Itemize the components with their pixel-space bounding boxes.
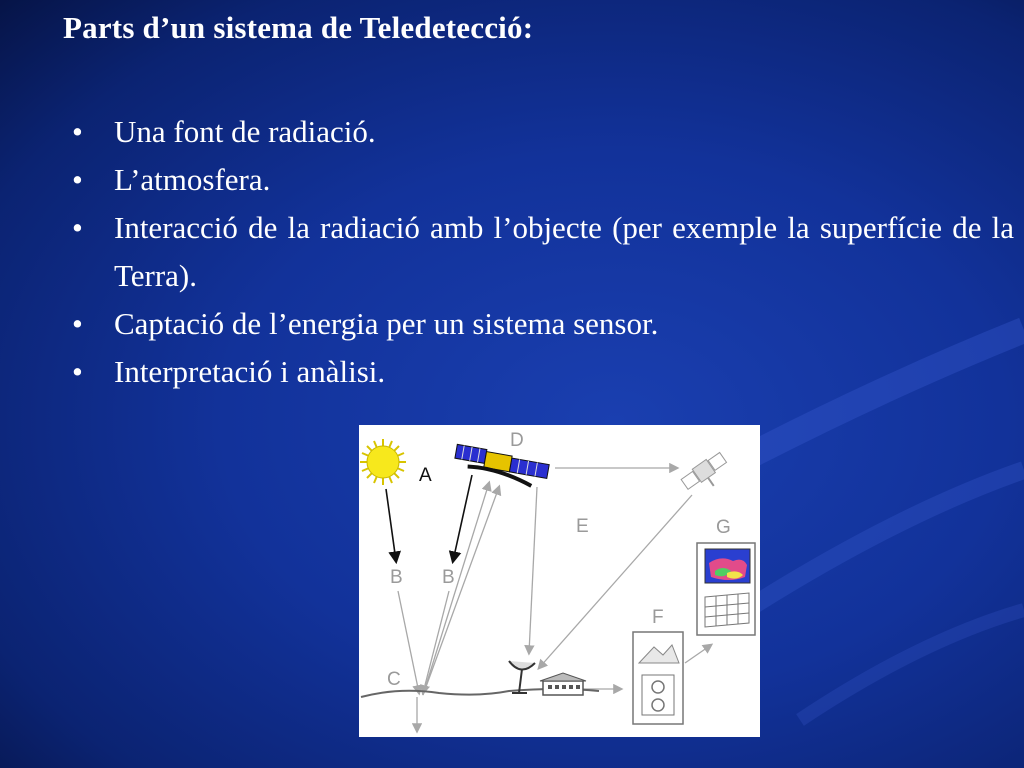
slide-title: Parts d’un sistema de Teledetecció: [63,10,534,45]
label-b-left: B [390,567,403,588]
label-f: F [652,607,664,628]
bullet-list [72,108,1014,396]
bullet-icon: • [72,354,83,389]
bullet-text: Una font de radiació. [114,114,376,149]
dish-antenna-icon [509,661,535,693]
bullet-item [72,108,1014,156]
bullet-text: L’atmosfera. [114,162,271,197]
bullet-item [72,300,1014,348]
label-d: D [510,430,524,451]
bullet-icon: • [72,114,83,149]
bullet-text: Interpretació i anàlisi. [114,354,386,389]
label-a: A [419,465,432,486]
bullet-text: Captació de l’energia per un sistema sensor. [114,306,659,341]
bullet-item [72,348,1014,396]
sun-icon [360,439,406,485]
processing-unit-icon [633,632,683,724]
remote-sensing-diagram [359,425,760,737]
bullet-item [72,204,1014,300]
ground-station-icon [540,673,586,695]
bullet-icon: • [72,306,83,341]
diagram-canvas [359,425,760,737]
label-c: C [387,669,401,690]
bullet-text: Interacció de la radiació amb l’objecte (per exemple la superfície de la Terra). [114,210,1014,293]
relay-satellite-icon [680,451,733,499]
bullet-icon: • [72,210,83,245]
satellite-icon [452,444,549,488]
label-g: G [716,517,731,538]
label-b-right: B [442,567,455,588]
bullet-icon: • [72,162,83,197]
output-image-icon [697,543,755,635]
bullet-item [72,156,1014,204]
label-e: E [576,516,589,537]
